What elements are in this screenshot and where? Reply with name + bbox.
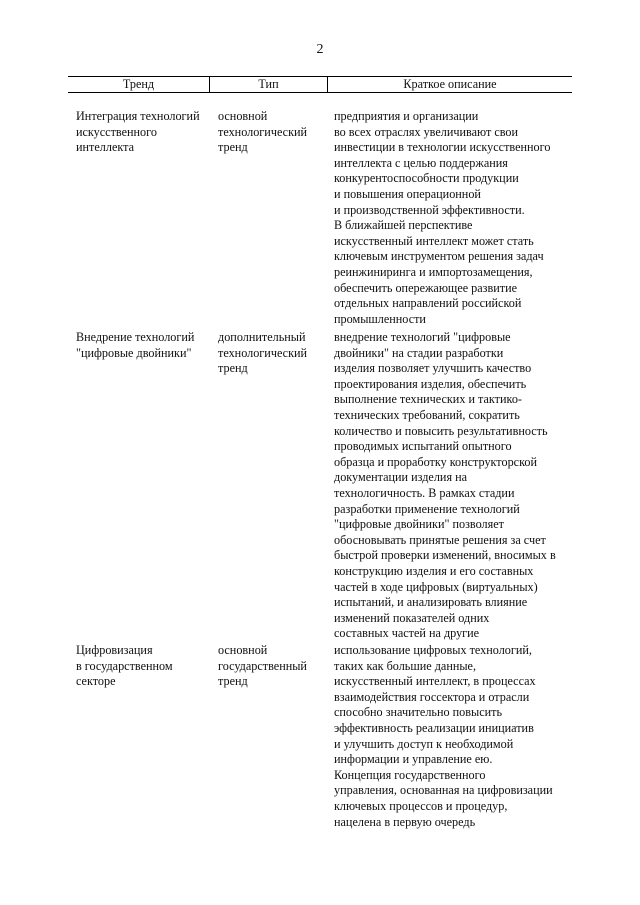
type-cell: основной технологический тренд bbox=[218, 109, 308, 155]
trend-cell: Внедрение технологий "цифровые двойники" bbox=[76, 330, 195, 360]
description-cell: внедрение технологий "цифровые двойники" на стадии разработки изделия позволяет улучшить качество проектирования изделия, обеспечить выполнение технических и тактико- технических требований, сократить количество и повысить результативность проводимых испытаний опытного образца и проработку конструкторской документации изделия на технологичность. В рамках стадии разработки применение технологий "цифровые двойники" позволяет обосновывать принятые решения за счет быстрой проверки изменений, вносимых в конструкцию изделия и его составных частей в ходе цифровых (виртуальных) испытаний, и анализировать влияние изменений показателей одних составных частей на другие bbox=[334, 330, 556, 641]
table-header bbox=[68, 76, 572, 93]
trend-cell: Интеграция технологий искусственного интеллекта bbox=[76, 109, 200, 155]
trend-cell: Цифровизация в государственном секторе bbox=[76, 643, 173, 689]
type-cell: основной государственный тренд bbox=[218, 643, 307, 689]
header-trend: Тренд bbox=[68, 77, 210, 92]
header-type: Тип bbox=[210, 77, 328, 92]
description-cell: использование цифровых технологий, таких как большие данные, искусственный интеллект, в процессах взаимодействия госсектора и отрасли способно значительно повысить эффективность реализации инициатив и улучшить доступ к необходимой информации и управление ею. Концепция государственного управления, основанная на цифровизации ключевых процессов и процедур, нацелена в первую очередь bbox=[334, 643, 553, 829]
page-number: 2 bbox=[316, 42, 324, 57]
description-cell: предприятия и организации во всех отраслях увеличивают свои инвестиции в технологии искусственного интеллекта с целью поддержания конкурентоспособности продукции и повышения операционной и производственной эффективности. В ближайшей перспективе искусственный интеллект может стать ключевым инструментом решения задач реинжиниринга и импортозамещения, обеспечить опережающее развитие отдельных направлений российской промышленности bbox=[334, 109, 551, 326]
type-cell: дополнительный технологический тренд bbox=[218, 330, 308, 376]
header-description: Краткое описание bbox=[403, 77, 497, 91]
